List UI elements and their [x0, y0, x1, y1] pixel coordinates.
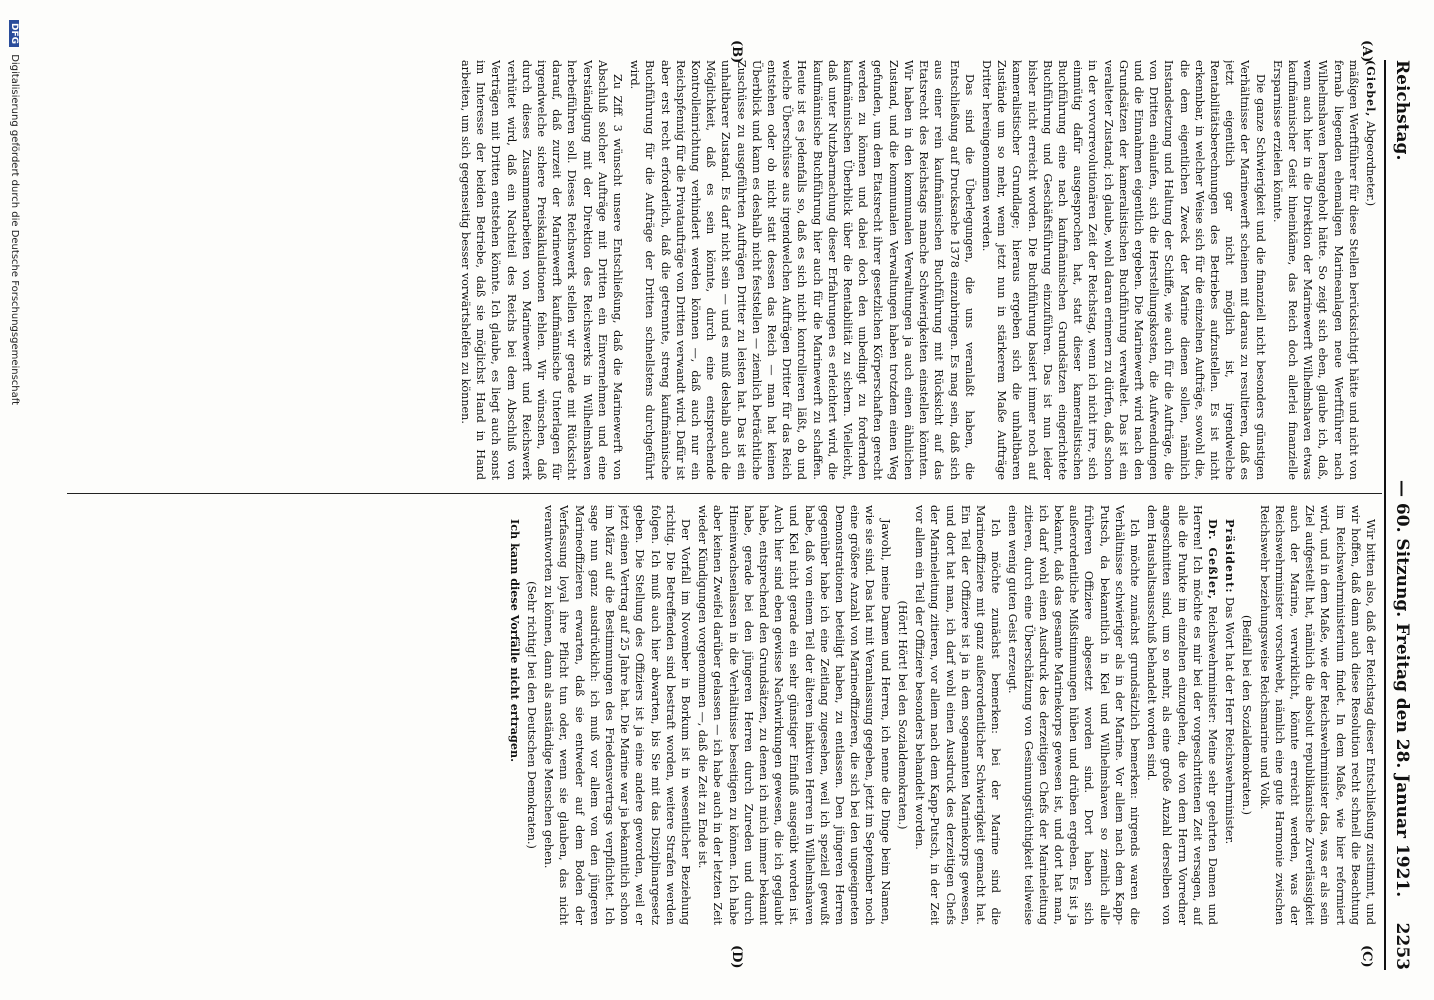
page-number: 2253: [1392, 922, 1412, 970]
minister-role: Reichswehrminister:: [1205, 605, 1219, 724]
header-session: — 60. Sitzung. Freitag den 28. Januar 1921.: [1392, 480, 1412, 898]
interjection-note: (Hört! Hört! bei den Sozialdemokraten.): [895, 600, 909, 830]
margin-marker-c: (C): [1359, 945, 1374, 968]
minister-line: [1144, 505, 1220, 925]
paragraph: mäßigen Werftführer für diese Stellen berücksichtigt hätte und nicht von fernab liegenden ehemaligen Marineanlagen neue Werftführer nach Wilhelmshaven herangeholt hätte. So zeigt sich eben, glaube ich, daß, wenn auch hier in die Direktion der Marinewerft Wilhelmshaven etwas kaufmännischer Geist hineinkäme, das Reich doch allerlei finanzielle Ersparnisse erzielen könnte.: [1270, 60, 1360, 480]
margin-marker-d: (D): [729, 945, 744, 969]
paragraph: Jawohl, meine Damen und Herren, ich nenne die Dinge beim Namen, wie sie sind. Das hat mit Veranlassung gegeben, jetzt im September noch eine größere Anzahl von Marineoffizieren, die sich bei den ungeeigneten Demonstrationen beteiligt haben, zu entlassen. Den jüngeren Herren gegenüber habe ich eine Zeitlang zugesehen, weil ich speziell gewußt habe, daß von einem Teil der älteren inaktiven Herren in Wilhelmshaven und Kiel nicht gerade ein sehr günstiger Einfluß ausgeübt worden ist. Auch hier sind eben gewisse Nachwirkungen gewesen, die ich geglaubt habe, entsprechend den Grundsätzen, zu denen ich mich immer bekannt habe, gerade bei den jüngeren Herren durch Zureden und durch Hineinwachsenlassen in die Verhältnisse beseitigen zu können. Ich habe aber keinen Zweifel darüber gelassen — ich habe auch in der letzten Zeit wieder Kündigungen vorgenommen —, daß die Zeit zu Ende ist.: [696, 505, 892, 925]
president-label: Präsident:: [1223, 519, 1238, 594]
speaker-line: [1363, 60, 1378, 480]
speaker-note: Abgeordneter.): [1364, 120, 1377, 207]
minister-name: Dr. Geßler,: [1205, 519, 1220, 601]
dfg-logo: DFG: [9, 20, 19, 47]
margin-marker-b: (B): [729, 40, 744, 64]
column-divider: [67, 493, 1382, 494]
paragraph: Meine sehr geehrten Damen und Herren! Ich möchte es mir bei der vorgeschrittenen Zeit versagen, auf alle die Punkte im einzelnen einzugehen, die von dem Herrn Vorredner angeschnitten sind, um so mehr, als eine große Anzahl derselben von dem Haushaltsausschuß behandelt worden sind.: [1145, 505, 1219, 925]
paragraph: Die ganze Schwierigkeit und die finanziell nicht besonders günstigen Verhältnisse der Marinewerft scheinen mit daraus zu resultieren, daß es jetzt eigentlich gar nicht möglich ist, irgendwelche Rentabilitätsberechnungen des Betriebes aufzustellen. Es ist nicht erkennbar, in welcher Weise sich für die einzelnen Aufträge, sowohl die, die dem eigentlichen Zweck der Marine dienen sollen, nämlich Instandsetzung und Haltung der Schiffe, wie auch für die Aufträge, die von Dritten einlaufen, sich die Herstellungskosten, die Aufwendungen und die Einnahmen eigentlich ergeben. Die Marinewerft wird nach den Grundsätzen der kameralistischen Buchführung verwaltet. Das ist ein veralteter Zustand; ich glaube, wohl daran erinnern zu dürfen, daß schon in der vorvorrevolutionären Zeit der Reichstag, wenn ich nicht irre, sich einmütig dafür ausgesprochen hat, statt dieser kameralistischen Buchführung eine nach kaufmännischen Grundsätzen eingerichtete Buchführung und Geschäftsführung einzuführen. Das ist nun leider bisher nicht erreicht worden. Die Buchführung basiert immer noch auf kameralistischer Grundlage; hieraus ergeben sich die unhaltbaren Zustände um so mehr, wenn jetzt nun in stärkerem Maße Aufträge Dritter hereingenommen werden.: [979, 60, 1267, 480]
paragraph: Der Vorfall im November in Borkum ist in wesentlicher Beziehung richtig. Die Betreffenden sind bestraft worden, weitere Strafen werden folgen. Ich muß auch hier abwarten, bis Sie mit das Disziplinargesetz geben. Die Stellung des Offiziers ist ja eine andere geworden, weil er jetzt einen Vertrag auf 25 Jahre hat. Die Marine war ja bekanntlich schon im März auf die Bestimmungen des Friedensvertrags verpflichtet. Ich sage nun ganz ausdrücklich: ich muß vor allem von den jüngeren Marineoffizieren erwarten, daß sie entweder auf dem Boden der Verfassung loyal ihre Pflicht tun oder, wenn sie glauben, das nicht verantworten zu können, dann als anständige Menschen gehen.: [542, 505, 693, 925]
speaker-name: (Giebel,: [1364, 60, 1378, 118]
right-column: [68, 505, 1378, 925]
header-title: Reichstag.: [1392, 60, 1412, 161]
paragraph: Ich möchte zunächst grundsätzlich bemerken: nirgends waren die Verhältnisse schwieriger als in der Marine. Vor allem nach dem Kapp-Putsch, da bekanntlich in Kiel und Wilhelmshaven so ziemlich alle früheren Offiziere abgesetzt worden sind. Dort haben sich außerordentliche Mißstimmungen hüben und drüben ergeben. Es ist ja bekannt, daß das gesamte Marinekorps gewesen ist, und dort hat man, ich darf wohl einen Ausdruck des derzeitigen Chefs der Marineleitung zitieren, durch eine Überschätzung von Gesinnungstüchtigkeit teilweise einen wenig guten Geist erzeugt.: [1006, 505, 1141, 925]
digitization-credit: [4, 20, 20, 980]
applause-note: (Beifall bei den Sozialdemokraten.): [1240, 614, 1254, 816]
president-text: Das Wort hat der Herr Reichswehrminister.: [1223, 597, 1237, 845]
paragraph: Das sind die Überlegungen, die uns veranlaßt haben, die Entschließung auf Drucksache 1378 einzubringen. Es mag sein, daß sich aus einer rein kaufmännischen Buchführung mit Rücksicht auf das Etatsrecht des Reichstags manche Schwierigkeiten einstellen könnten. Wir haben in den kommunalen Verwaltungen ja auch einen ähnlichen Zustand, und die kommunalen Verwaltungen haben trotzdem einen Weg gefunden, um dem Etatsrecht ihrer gesetzlichen Körperschaften gerecht werden zu können und dabei doch den unbedingt zu fordernden kaufmännischen Überblick über die Rentabilität zu sichern. Vielleicht, daß unter Nutzbarmachung dieser Erfahrungen es erleichtert wird, die kaufmännische Buchführung hier auch für die Marinewerft zu schaffen. Heute ist es jedenfalls so, daß es sich nicht kontrollieren läßt, ob und welche Überschüsse aus irgendwelchen Aufträgen Dritter für das Reich entstehen oder ob nicht statt dessen das Reich — man hat keinen Überblick und kann es deshalb nicht feststellen — ziemlich beträchtliche Zuschüsse zu ausgeführten Aufträgen Dritter zu leisten hat. Das ist ein unhaltbarer Zustand. Es darf nicht sein — und es muß deshalb auch die Möglichkeit, daß es sein könnte, durch eine entsprechende Kontrolleinrichtung verhindert werden können —, daß auch nur ein Reichspfennig für die Privataufträge von Dritten verwandt wird. Dafür ist aber erst recht erforderlich, daß die getrennte, streng kaufmännische Buchführung für die Aufträge der Dritten schnellstens durchgeführt wird.: [628, 60, 976, 480]
margin-marker-a: (A): [1359, 40, 1374, 63]
page-header: [1384, 60, 1412, 970]
paragraph: Wir bitten also, daß der Reichstag dieser Entschließung zustimmt, und wir hoffen, daß dann auch diese Resolution recht schnell die Beachtung im Reichswehrministerium findet. In dem Maße, wie hier reformiert wird, und in dem Maße, wie der Reichswehrminister das, was er als sein Ziel aufgestellt hat, nämlich die absolut republikanische Zuverlässigkeit auch der Marine, verwirklicht, könnte erreicht werden, was der Reichswehrminister vorschwebt, nämlich eine gute Harmonie zwischen Reichswehr beziehungsweise Reichsmarine und Volk.: [1257, 505, 1377, 925]
paragraph: Ich möchte zunächst bemerken: bei der Marine sind die Marineoffiziere mit ganz außerordentlicher Schwierigkeit gemacht hat. Ein Teil der Offiziere ist ja in dem sogenannten Marinekorps gewesen, und dort hat man, ich darf wohl einen Ausdruck des derzeitigen Chefs der Marineleitung zitieren, vor allem nach dem Kapp-Putsch, in der Zeit vor allem ein Teil der Offiziere besonders behandelt worden.: [913, 505, 1003, 925]
credit-text: Digitalisierung gefördert durch die Deutsche Forschungsgemeinschaft: [9, 54, 20, 406]
paragraph: Zu Ziff. 3 wünscht unsere Entschließung, daß die Marinewerft von Abschluß solcher Aufträge mit Dritten ein Einvernehmen und eine Verständigung mit der Direktion des Reichswerks in Wilhelmshaven herbeiführen soll. Dieses Reichswerk stellen wir gerade mit Rücksicht darauf, daß zurzeit der Marinewerft kaufmännische Unterlagen für irgendwelche sichere Preiskalkulationen fehlen. Wir wünschen, daß durch dieses Zusammenarbeiten von Marinewerft und Reichswerk verhütet wird, daß ein Nachteil des Reichs bei dem Abschluß von Verträgen mit Dritten entstehen könnte. Ich glaube, es liegt auch sonst im Interesse der beiden Betriebe, daß sie möglichst Hand in Hand arbeiten, um sich gegenseitig besser vorwärtshelfen zu können.: [459, 60, 625, 480]
left-column: [68, 60, 1378, 480]
president-line: [1222, 505, 1237, 925]
paragraph: Ich kann diese Vorfälle nicht ertragen.: [507, 519, 522, 763]
applause-note: (Sehr richtig! bei den Deutschen Demokraten.): [525, 581, 539, 849]
